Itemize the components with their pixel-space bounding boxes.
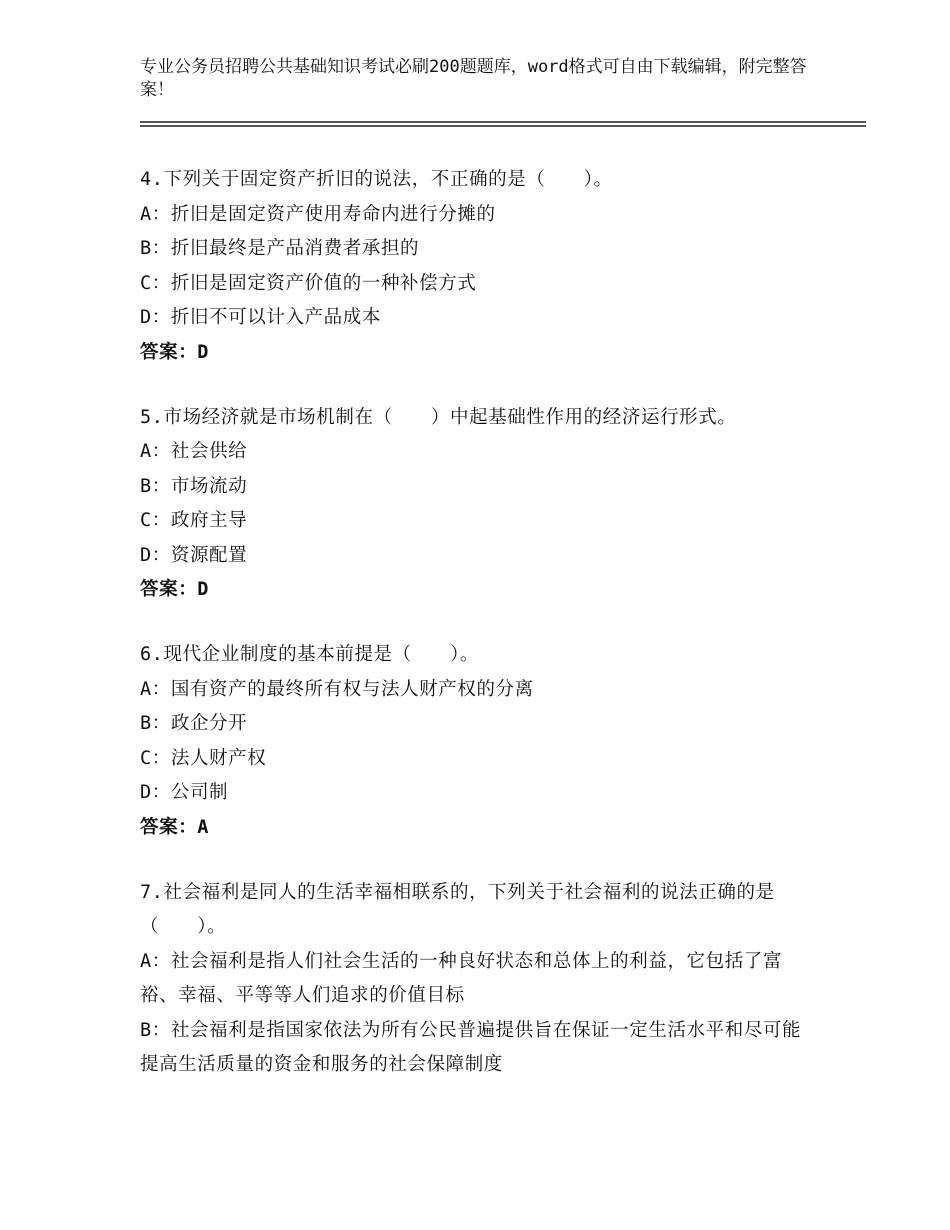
answer: 答案：A [140, 816, 210, 838]
option-d: D：公司制 [140, 782, 229, 803]
option-a: A：社会供给 [140, 441, 248, 462]
option-c: C：法人财产权 [140, 747, 267, 769]
question-stem: 6.现代企业制度的基本前提是（ ）。 [140, 644, 479, 665]
question-7 [140, 876, 820, 1083]
option-c: C：折旧是固定资产价值的一种补偿方式 [140, 272, 477, 294]
question-stem: 5.市场经济就是市场机制在（ ）中起基础性作用的经济运行形式。 [140, 406, 737, 428]
answer: 答案：D [140, 579, 210, 600]
document-header: 专业公务员招聘公共基础知识考试必刷200题题库，word格式可自由下载编辑，附完整答案！ [140, 57, 807, 100]
header-divider-bottom [140, 125, 866, 127]
option-b: B：折旧最终是产品消费者承担的 [140, 238, 420, 259]
question-list [140, 163, 820, 1114]
option-b: B：政企分开 [140, 713, 248, 734]
option-a: A：社会福利是指人们社会生活的一种良好状态和总体上的利益，它包括了富裕、幸福、平等等人们追求的价值目标 [140, 950, 783, 1006]
question-stem: 7.社会福利是同人的生活幸福相联系的，下列关于社会福利的说法正确的是（ ）。 [140, 881, 775, 937]
question-stem: 4.下列关于固定资产折旧的说法，不正确的是（ ）。 [140, 169, 613, 190]
header-divider-top [140, 121, 866, 123]
option-a: A：国有资产的最终所有权与法人财产权的分离 [140, 678, 534, 700]
question-6 [140, 638, 820, 845]
answer: 答案：D [140, 341, 210, 363]
option-d: D：折旧不可以计入产品成本 [140, 307, 381, 328]
option-b: B：市场流动 [140, 475, 248, 497]
question-5 [140, 401, 820, 608]
option-a: A：折旧是固定资产使用寿命内进行分摊的 [140, 203, 496, 225]
option-c: C：政府主导 [140, 510, 248, 531]
option-d: D：资源配置 [140, 544, 248, 566]
option-b: B：社会福利是指国家依法为所有公民普遍提供旨在保证一定生活水平和尽可能提高生活质量的资金和服务的社会保障制度 [140, 1019, 802, 1075]
question-4 [140, 163, 820, 370]
